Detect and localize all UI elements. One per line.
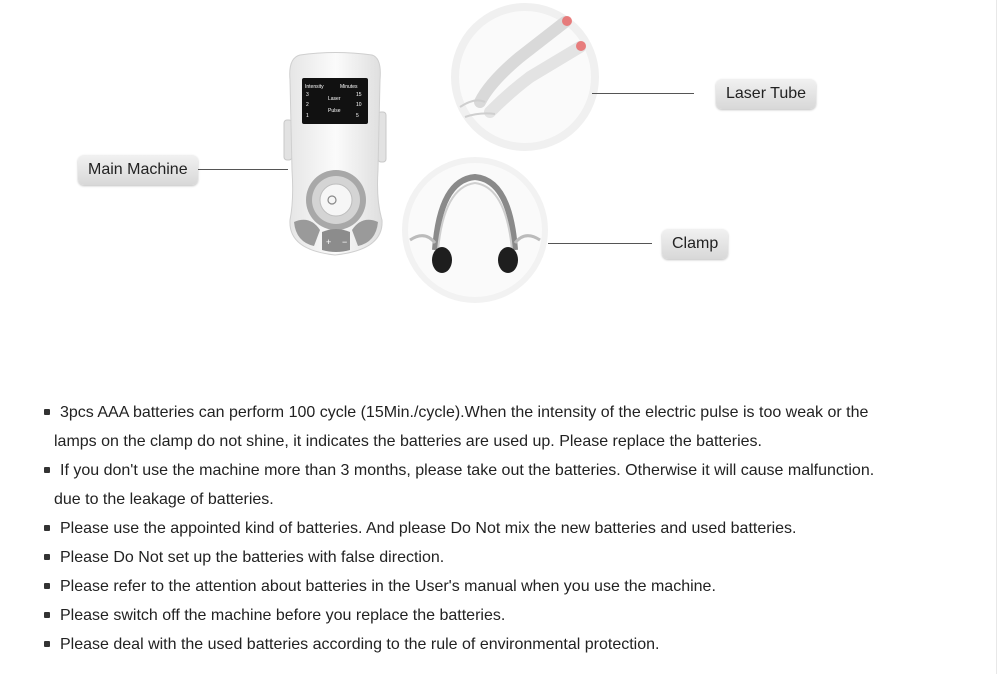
note-item-4 (40, 543, 990, 572)
clamp-image (400, 155, 550, 305)
note-item-1 (40, 398, 990, 456)
note-6-text: Please switch off the machine before you replace the batteries. (60, 607, 506, 624)
screen-value-right-3: 5 (356, 113, 359, 119)
screen-minutes-label: Minutes (340, 84, 358, 90)
bullet-icon (44, 612, 50, 618)
laser-tube-image (450, 2, 600, 152)
note-4-text: Please Do Not set up the batteries with false direction. (60, 549, 445, 566)
laser-tube-callout-line (592, 93, 694, 94)
note-item-2 (40, 456, 990, 514)
screen-value-left-1: 3 (306, 92, 309, 98)
note-1-line-2: lamps on the clamp do not shine, it indicates the batteries are used up. Please replace the batteries. (54, 433, 762, 450)
screen-value-left-3: 1 (306, 113, 309, 119)
screen-value-right-1: 15 (356, 92, 362, 98)
note-3-text: Please use the appointed kind of batteries. And please Do Not mix the new batteries and used batteries. (60, 520, 797, 537)
screen-intensity-label: Intensity (305, 84, 324, 90)
note-2-line-1: If you don't use the machine more than 3 months, please take out the batteries. Otherwise it will cause malfunction. (60, 462, 875, 479)
battery-notes-list (40, 398, 990, 659)
svg-text:+: + (326, 237, 332, 247)
note-item-3 (40, 514, 990, 543)
note-item-5 (40, 572, 990, 601)
main-machine-callout-line (188, 169, 288, 170)
laser-tube-label: Laser Tube (716, 79, 816, 109)
note-5-text: Please refer to the attention about batteries in the User's manual when you use the machine. (60, 578, 716, 595)
bullet-icon (44, 525, 50, 531)
clamp-callout-line (548, 243, 652, 244)
screen-value-left-2: 2 (306, 102, 309, 108)
note-1-line-1: 3pcs AAA batteries can perform 100 cycle (15Min./cycle).When the intensity of the electric pulse is too weak or the (60, 404, 869, 421)
page-edge-divider (996, 0, 997, 674)
clamp-label: Clamp (662, 229, 728, 259)
note-2-line-2: due to the leakage of batteries. (54, 491, 274, 508)
screen-pulse-label: Pulse (328, 108, 341, 114)
note-item-7 (40, 630, 990, 659)
bullet-icon (44, 467, 50, 473)
note-7-text: Please deal with the used batteries according to the rule of environmental protection. (60, 636, 660, 653)
main-machine-image (280, 50, 390, 260)
main-machine-label: Main Machine (78, 155, 198, 185)
note-item-6 (40, 601, 990, 630)
bullet-icon (44, 583, 50, 589)
bullet-icon (44, 409, 50, 415)
svg-text:−: − (342, 237, 348, 247)
screen-laser-label: Laser (328, 96, 341, 102)
screen-value-right-2: 10 (356, 102, 362, 108)
bullet-icon (44, 641, 50, 647)
bullet-icon (44, 554, 50, 560)
